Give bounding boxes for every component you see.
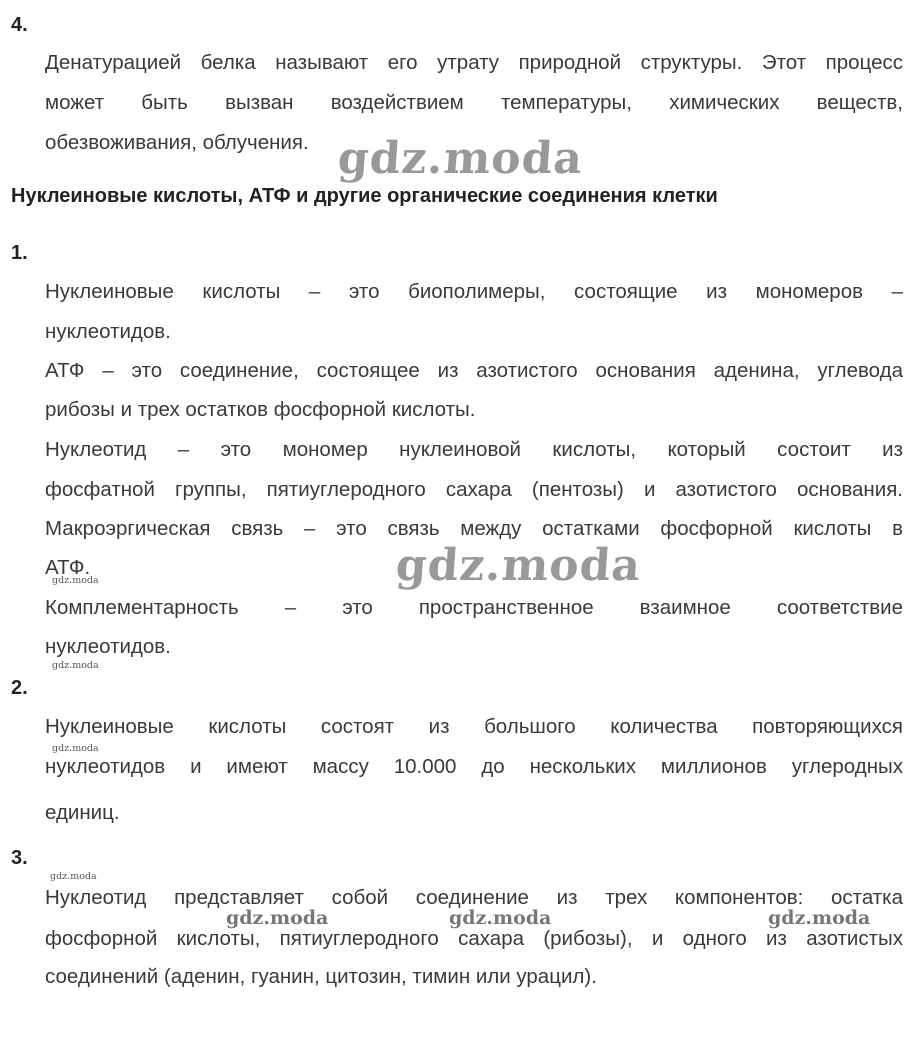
watermark-medium: gdz.moda [449, 907, 552, 929]
paragraph-line: фосфорной кислоты, пятиуглеродного сахара (рибозы), и одного из азотистых [45, 927, 903, 950]
paragraph-line: Денатурацией белка называют его утрату природной структуры. Этот процесс [45, 51, 903, 74]
watermark-medium: gdz.moda [768, 907, 871, 929]
watermark-small: gdz.moda [52, 660, 99, 671]
paragraph-line: Нуклеотид – это мономер нуклеиновой кислоты, который состоит из [45, 438, 903, 461]
section-heading: Нуклеиновые кислоты, АТФ и другие органические соединения клетки [11, 185, 718, 207]
paragraph-line: АТФ. [45, 556, 91, 579]
watermark-small: gdz.moda [52, 743, 99, 754]
paragraph-line: нуклеотидов. [45, 635, 171, 658]
item-number-1: 1. [11, 242, 28, 264]
paragraph-line: единиц. [45, 801, 120, 824]
paragraph-line: нуклеотидов. [45, 320, 171, 343]
watermark-small: gdz.moda [52, 575, 99, 586]
paragraph-line: фосфатной группы, пятиуглеродного сахара (пентозы) и азотистого основания. [45, 478, 903, 501]
item-number-3: 3. [11, 847, 28, 869]
watermark-large: gdz.moda [336, 133, 585, 184]
paragraph-line: АТФ – это соединение, состоящее из азотистого основания аденина, углевода [45, 359, 903, 382]
watermark-large: gdz.moda [394, 540, 643, 591]
paragraph-line: Комплементарность – это пространственное взаимное соответствие [45, 596, 903, 619]
paragraph-line: соединений (аденин, гуанин, цитозин, тимин или урацил). [45, 965, 597, 988]
item-number-2: 2. [11, 677, 28, 699]
paragraph-line: Нуклеотид представляет собой соединение из трех компонентов: остатка [45, 886, 903, 909]
watermark-small: gdz.moda [50, 871, 97, 882]
watermark-medium: gdz.moda [226, 907, 329, 929]
paragraph-line: рибозы и трех остатков фосфорной кислоты. [45, 398, 476, 421]
paragraph-line: обезвоживания, облучения. [45, 131, 309, 154]
paragraph-line: Нуклеиновые кислоты состоят из большого количества повторяющихся [45, 715, 903, 738]
paragraph-line: Макроэргическая связь – это связь между остатками фосфорной кислоты в [45, 517, 903, 540]
paragraph-line: Нуклеиновые кислоты – это биополимеры, состоящие из мономеров – [45, 280, 903, 303]
paragraph-line: может быть вызван воздействием температуры, химических веществ, [45, 91, 903, 114]
paragraph-line: нуклеотидов и имеют массу 10.000 до нескольких миллионов углеродных [45, 755, 903, 778]
item-number-4: 4. [11, 14, 28, 36]
